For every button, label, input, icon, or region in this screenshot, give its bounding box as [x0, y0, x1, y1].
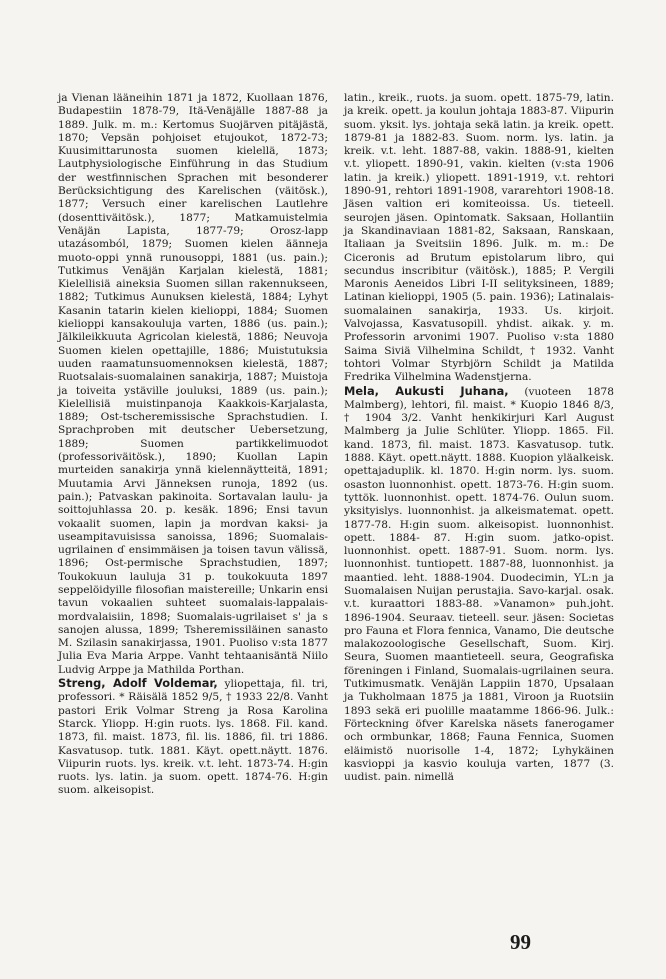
page-number: 99: [510, 930, 531, 954]
entry-text: (vuoteen 1878 Malmberg), lehtori, fil. maist. * Kuopio 1846 8/3, † 1904 3/2. Vanht henkikirjuri Karl August Malmberg ja Julie Schlüter. Yliopp. 1865. Fil. kand. 1873, fil. maist. 1873. Kasvatusop. tutk. 1888. Käyt. opett.näytt. 1888. Kuopion yläalkeisk. opettajaduplik. kl. 1870. H:gin norm. lys. suom. osaston luonnonhist. opett. 1873-76. H:gin suom. tyttök. luonnonhist. opett. 1874-76. Oulun suom. yksityislys. luonnonhist. ja alkeismatemat. opett. 1877-78. H:gin suom. alkeisopist. luonnonhist. opett. 1884- 87. H:gin suom. jatko-opist. luonnonhist. opett. 1887-91. Suom. norm. lys. luonnonhist. tuntiopett. 1887-88, luonnonhist. ja maantied. leht. 1888-1904. Duodecimin, YL:n ja Suomalaisen Nuijan perustajia. Savo-karjal. osak. v.t. kuraattori 1883-88. »Vanamon» puh.joht. 1896-1904. Seuraav. tieteell. seur. jäsen: Societas pro Fauna et Flora fennica, Vanamo, Die deutsche malakozoologische Gesellschaft, Suom. Kirj. Seura, Suomen maantieteell. seura, Geografiska föreningen i Finland, Suomalais-ugrilainen seura. Tutkimusmatk. Venäjän Lappiin 1870, Upsalaan ja Tukholmaan 1875 ja 1881, Viroon ja Ruotsiin 1893 sekä eri puolille maatamme 1866-96. Julk.: Förteckning öfver Karelska näsets fanerogamer och ormbunkar, 1868; Fauna Fennica, Suomen eläimistö nuorisolle 1-4, 1872; Lyhykäinen kasvioppi ja kasvio kouluja varten, 1877 (3. uudist. pain. nimellä: [344, 385, 614, 784]
entry-name: Mela, Aukusti Juhana,: [344, 383, 509, 398]
biography-entry: [344, 385, 614, 785]
biography-text: latin., kreik., ruots. ja suom. opett. 1875-79, latin. ja kreik. opett. ja koulun johtaja 1883-87. Viipurin suom. yksit. lys. johtaja sekä latin. ja kreik. opett. 1879-81 ja 1882-83. Suom. norm. lys. latin. ja kreik. v.t. leht. 1887-88, vakin. 1888-91, kielten v.t. yliopett. 1890-91, vakin. kielten (v:sta 1906 latin. ja kreik.) yliopett. 1891-1919, v.t. rehtori 1890-91, rehtori 1891-1908, vararehtori 1908-18. Jäsen valtion eri komiteoissa. Us. tieteell. seurojen jäsen. Opintomatk. Saksaan, Hollantiin ja Skandinaviaan 1881-82, Saksaan, Ranskaan, Italiaan ja Sveitsiin 1896. Julk. m. m.: De Ciceronis ad Brutum epistolarum libro, qui secundus inscribitur (väitösk.), 1885; P. Vergili Maronis Aeneidos Libri I-II selityksineen, 1889; Latinan kielioppi, 1905 (5. pain. 1936); Latinalais-suomalainen sanakirja, 1933. Us. kirjoit. Valvojassa, Kasvatusopill. yhdist. aikak. y. m. Professorin arvonimi 1907. Puoliso v:sta 1880 Saima Siviä Vilhelmina Schildt, † 1932. Vanht tohtori Volmar Styrbjörn Schildt ja Matilda Fredrika Vilhelmina Wadenstjerna.: [344, 92, 614, 384]
biography-entry: [58, 677, 328, 798]
biography-text: ja Vienan lääneihin 1871 ja 1872, Kuollaan 1876, Budapestiin 1878-79, Itä-Venäjälle 1887-88 ja 1889. Julk. m. m.: Kertomus Suojärven pitäjästä, 1870; Vepsän pohjoiset etujoukot, 1872-73; Kuusimittarunosta suomen kielellä, 1873; Lautphysiologische Einführung in das Studium der westfinnischen Sprachen mit besonderer Berücksichtigung des Karelischen (väitösk.), 1877; Versuch einer karelischen Lautlehre (dosenttiväitösk.), 1877; Matkamuistelmia Venäjän Lapista, 1877-79; Orosz-lapp utazásomból, 1879; Suomen kielen äänneja muoto-oppi ynnä runousoppi, 1881 (us. pain.); Tutkimus Venäjän Karjalan kielestä, 1881; Kielellisiä aineksia Suomen sillan rakennukseen, 1882; Tutkimus Aunuksen kielestä, 1884; Lyhyt Kasanin tatarin kielen kielioppi, 1884; Suomen kielioppi kansakouluja varten, 1886 (us. pain.); Jälkileikkuuta Agricolan kielestä, 1886; Neuvoja Suomen kielen opettajille, 1886; Muistutuksia uuden raamatunsuomennoksen kielestä, 1887; Ruotsalais-suomalainen sanakirja, 1887; Muistoja ja toiveita ystäville jouluksi, 1889 (us. pain.); Kielellisiä muistinpanoja Kaakkois-Karjalasta, 1889; Ost-tscheremissische Sprachstudien. I. Sprachproben mit deutscher Uebersetzung, 1889; Suomen partikkelimuodot (professoriväitösk.), 1890; Kuollan Lapin murteiden sanakirja ynnä kielennäytteitä, 1891; Muutamia Arvi Jänneksen runoja, 1892 (us. pain.); Patvaskan pakinoita. Sortavalan laulu- ja soittojuhlassa 20. p. kesäk. 1896; Ensi tavun vokaalit suomen, lapin ja mordvan kaksi- ja useampitavuisissa sanoissa, 1896; Suomalais-ugrilainen ɗ ensimmäisen ja toisen tavun välissä, 1896; Ost-permische Sprachstudien, 1897; Toukokuun lauluja 31 p. toukokuuta 1897 seppelöidyille filosofian maistereille; Unkarin ensi tavun vokaalien suhteet suomalais-lappalais-mordvalaisiin, 1898; Suomalais-ugrilaiset s' ja s sanojen alussa, 1899; Tsheremissiläinen sanasto M. Szilasin sanakirjassa, 1901. Puoliso v:sta 1877 Julia Eva Maria Arppe. Vanht tehtaanisäntä Niilo Ludvig Arppe ja Mathilda Porthan.: [58, 92, 328, 676]
right-column: [344, 92, 614, 784]
left-column: [58, 92, 328, 798]
entry-text: yliopettaja, fil. tri, professori. * Räisälä 1852 9/5, † 1933 22/8. Vanht pastori Erik Volmar Streng ja Rosa Karolina Starck. Yliopp. H:gin ruots. lys. 1868. Fil. kand. 1873, fil. maist. 1873, fil. lis. 1886, fil. tri 1886. Kasvatusop. tutk. 1881. Käyt. opett.näytt. 1876. Viipurin ruots. lys. kreik. v.t. leht. 1873-74. H:gin ruots. lys. latin. ja suom. opett. 1874-76. H:gin suom. alkeisopist.: [58, 678, 328, 797]
entry-name: Streng, Adolf Voldemar,: [58, 676, 218, 691]
